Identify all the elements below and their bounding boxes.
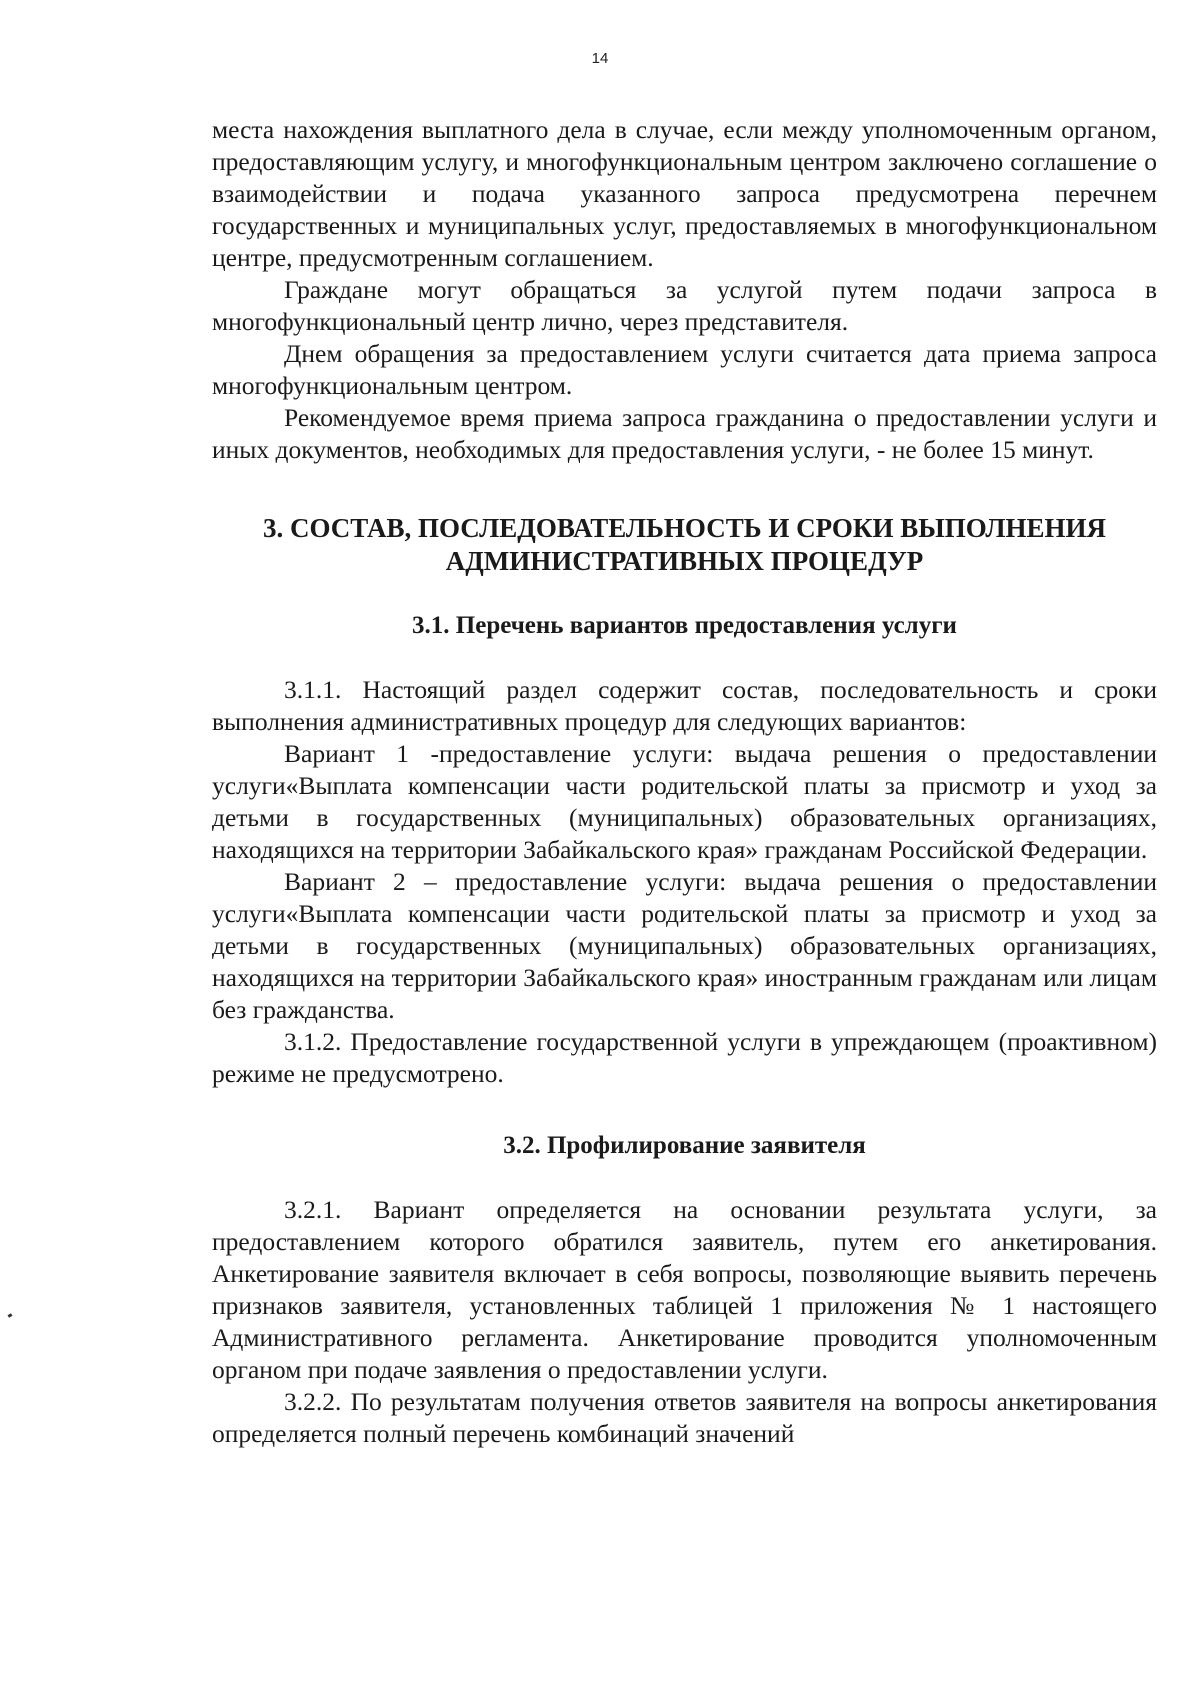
paragraph-3-2-2: 3.2.2. По результатам получения ответов заявителя на вопросы анкетирования определяется полный перечень комбинаций значений xyxy=(212,1387,1157,1448)
paragraph-application-date: Днем обращения за предоставлением услуги считается дата приема запроса многофункциональным центром. xyxy=(212,339,1157,400)
paragraph-variant-1: Вариант 1 -предоставление услуги: выдача решения о предоставлении услуги«Выплата компенсации части родительской платы за присмотр и уход за детьми в государственных (муниципальных) образовательных организациях, находящихся на территории Забайкальского края» гражданам Российской Федерации. xyxy=(212,739,1157,864)
paragraph-variant-2: Вариант 2 – предоставление услуги: выдача решения о предоставлении услуги«Выплата компенсации части родительской платы за присмотр и уход за детьми в государственных (муниципальных) образовательных организациях, находящихся на территории Забайкальского края» иностранным гражданам или лицам без гражданства. xyxy=(212,867,1157,1024)
paragraph-3-1-2: 3.1.2. Предоставление государственной услуги в упреждающем (проактивном) режиме не предусмотрено. xyxy=(212,1027,1157,1088)
paragraph-citizens-apply: Граждане могут обращаться за услугой путем подачи запроса в многофункциональный центр лично, через представителя. xyxy=(212,275,1157,336)
paragraph-3-1-1: 3.1.1. Настоящий раздел содержит состав, последовательность и сроки выполнения административных процедур для следующих вариантов: xyxy=(212,675,1157,736)
paragraph-3-2-1: 3.2.1. Вариант определяется на основании результата услуги, за предоставлением которого обратился заявитель, путем его анкетирования. Анкетирование заявителя включает в себя вопросы, позволяющие выявить перечень признаков заявителя, установленных таблицей 1 приложения № 1 настоящего Административного регламента. Анкетирование проводится уполномоченным органом при подаче заявления о предоставлении услуги. xyxy=(212,1195,1157,1384)
section-3-1-heading: 3.1. Перечень вариантов предоставления услуги xyxy=(412,612,957,639)
document-body xyxy=(212,114,1157,1450)
paragraph-recommended-time: Рекомендуемое время приема запроса гражданина о предоставлении услуги и иных документов, необходимых для предоставления услуги, - не более 15 минут. xyxy=(212,403,1157,464)
paragraph-continuation: места нахождения выплатного дела в случае, если между уполномоченным органом, предоставляющим услугу, и многофункциональным центром заключено соглашение о взаимодействии и подача указанного запроса предусмотрена перечнем государственных и муниципальных услуг, предоставляемых в многофункциональном центре, предусмотренным соглашением. xyxy=(212,115,1157,272)
section-3-heading-line-1: 3. СОСТАВ, ПОСЛЕДОВАТЕЛЬНОСТЬ И СРОКИ ВЫПОЛНЕНИЯ xyxy=(262,513,1107,543)
scan-speck xyxy=(8,1313,13,1318)
page-number: 14 xyxy=(591,50,609,67)
section-3-heading xyxy=(212,512,1157,578)
section-3-heading-line-2: АДМИНИСТРАТИВНЫХ ПРОЦЕДУР xyxy=(445,546,924,576)
section-3-2-heading: 3.2. Профилирование заявителя xyxy=(503,1132,866,1159)
